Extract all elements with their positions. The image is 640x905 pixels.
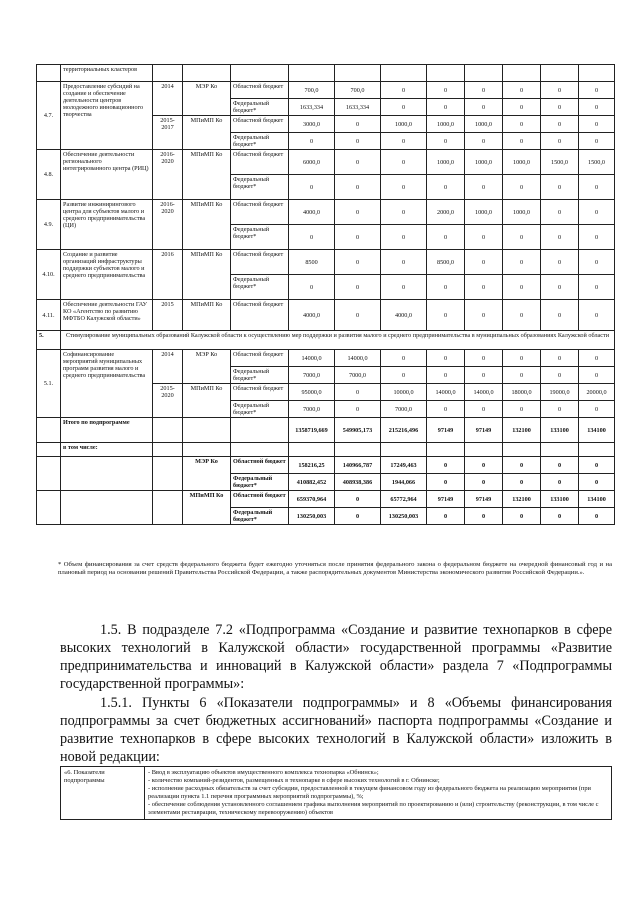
empty-cell bbox=[231, 65, 289, 82]
empty-cell bbox=[231, 418, 289, 443]
empty-cell bbox=[183, 65, 231, 82]
funding-source-cell: Федеральный бюджет* bbox=[231, 225, 289, 250]
empty-cell bbox=[427, 443, 465, 457]
amount-cell: 0 bbox=[503, 99, 541, 116]
item-number-cell: 4.9. bbox=[37, 200, 61, 250]
amount-cell: 0 bbox=[289, 175, 335, 200]
executor-cell: МПиМП Ко bbox=[183, 491, 231, 525]
year-cell: 2014 bbox=[153, 350, 183, 384]
amount-cell: 0 bbox=[503, 300, 541, 331]
amount-cell: 0 bbox=[465, 367, 503, 384]
empty-cell bbox=[37, 457, 61, 491]
indicators-list bbox=[145, 767, 612, 820]
amount-cell: 0 bbox=[381, 200, 427, 225]
funding-source-cell: Федеральный бюджет* bbox=[231, 99, 289, 116]
amount-cell: 0 bbox=[335, 116, 381, 133]
amount-cell: 0 bbox=[541, 200, 579, 225]
amount-cell: 0 bbox=[335, 300, 381, 331]
amount-cell: 0 bbox=[427, 175, 465, 200]
amount-cell: 8500,0 bbox=[427, 250, 465, 275]
amount-cell: 0 bbox=[579, 367, 615, 384]
amount-cell: 0 bbox=[579, 350, 615, 367]
amount-cell: 0 bbox=[579, 474, 615, 491]
measure-name-cell: Создание и развитие организаций инфраструктуры поддержки субъектов малого и среднего предпринимательства bbox=[61, 250, 153, 300]
amount-cell: 0 bbox=[335, 275, 381, 300]
amount-cell: 0 bbox=[289, 133, 335, 150]
amount-cell: 97149 bbox=[465, 418, 503, 443]
empty-cell bbox=[289, 65, 335, 82]
budget-table bbox=[36, 64, 615, 525]
funding-source-cell: Областной бюджет bbox=[231, 82, 289, 99]
measure-name-cell: территориальных кластеров bbox=[61, 65, 153, 82]
amount-cell: 0 bbox=[541, 225, 579, 250]
amount-cell: 0 bbox=[579, 508, 615, 525]
total-label-cell: Итого по подпрограмме bbox=[61, 418, 153, 443]
funding-source-cell: Областной бюджет bbox=[231, 116, 289, 133]
amount-cell: 0 bbox=[579, 250, 615, 275]
amount-cell: 134100 bbox=[579, 491, 615, 508]
amount-cell: 0 bbox=[503, 175, 541, 200]
amount-cell: 0 bbox=[465, 350, 503, 367]
empty-cell bbox=[579, 65, 615, 82]
amount-cell: 0 bbox=[335, 175, 381, 200]
amount-cell: 1500,0 bbox=[579, 150, 615, 175]
indicator-line: - Ввод в эксплуатацию объектов имущественного комплекса технопарка «Обнинск»; bbox=[148, 769, 379, 776]
paragraph-1-5: 1.5. В подразделе 7.2 «Подпрограмма «Создание и развитие технопарков в сфере высоких технологий в Калужской области» государственной программы «Развитие предпринимательства и инноваций в Калужской области» раздела 7 «Подпрограммы государственной программы»: bbox=[60, 622, 612, 692]
empty-cell bbox=[183, 418, 231, 443]
executor-cell: МПиМП Ко bbox=[183, 384, 231, 418]
amount-cell: 0 bbox=[427, 275, 465, 300]
amount-cell: 0 bbox=[541, 474, 579, 491]
total-row bbox=[37, 418, 615, 443]
amount-cell: 95000,0 bbox=[289, 384, 335, 401]
amount-cell: 132100 bbox=[503, 491, 541, 508]
amount-cell: 0 bbox=[335, 491, 381, 508]
amount-cell: 700,0 bbox=[335, 82, 381, 99]
amount-cell: 0 bbox=[427, 350, 465, 367]
funding-source-cell: Федеральный бюджет* bbox=[231, 367, 289, 384]
footnote: * Объем финансирования за счет средств федерального бюджета будет ежегодно уточняться после принятия федерального закона о федеральном бюджете на очередной финансовый год и на плановый период на основании решений Правительства Российской Федерации, а также распорядительных документов Министерства экономического развития Российской Федерации.». bbox=[58, 561, 612, 576]
amount-cell: 0 bbox=[465, 474, 503, 491]
amount-cell: 0 bbox=[335, 250, 381, 275]
amount-cell: 0 bbox=[579, 175, 615, 200]
amount-cell: 14000,0 bbox=[289, 350, 335, 367]
amount-cell: 0 bbox=[579, 225, 615, 250]
amount-cell: 0 bbox=[427, 82, 465, 99]
funding-source-cell: Федеральный бюджет* bbox=[231, 474, 289, 491]
amount-cell: 0 bbox=[427, 401, 465, 418]
measure-name-cell: Развитие инжинирингового центра для субъектов малого и среднего предпринимательства (ЦИ) bbox=[61, 200, 153, 250]
amount-cell: 14000,0 bbox=[427, 384, 465, 401]
section-row bbox=[37, 331, 615, 350]
amount-cell: 133100 bbox=[541, 491, 579, 508]
amount-cell: 0 bbox=[335, 133, 381, 150]
number-cell bbox=[37, 65, 61, 82]
empty-cell bbox=[503, 65, 541, 82]
item-number-cell: 4.8. bbox=[37, 150, 61, 200]
including-label-cell: в том числе: bbox=[61, 443, 153, 457]
empty-cell bbox=[61, 457, 153, 491]
amount-cell: 0 bbox=[541, 99, 579, 116]
empty-cell bbox=[153, 443, 183, 457]
amount-cell: 659370,964 bbox=[289, 491, 335, 508]
amount-cell: 0 bbox=[503, 508, 541, 525]
subprogram-passport-table bbox=[60, 766, 612, 820]
amount-cell: 2000,0 bbox=[427, 200, 465, 225]
amount-cell: 1500,0 bbox=[541, 150, 579, 175]
amount-cell: 1944,066 bbox=[381, 474, 427, 491]
empty-cell bbox=[381, 443, 427, 457]
empty-cell bbox=[541, 65, 579, 82]
amount-cell: 130250,003 bbox=[289, 508, 335, 525]
amount-cell: 0 bbox=[579, 116, 615, 133]
executor-cell: МЭР Ко bbox=[183, 350, 231, 384]
amount-cell: 408938,386 bbox=[335, 474, 381, 491]
amount-cell: 19000,0 bbox=[541, 384, 579, 401]
funding-source-cell: Федеральный бюджет* bbox=[231, 508, 289, 525]
amount-cell: 14000,0 bbox=[465, 384, 503, 401]
empty-cell bbox=[503, 443, 541, 457]
amount-cell: 4000,0 bbox=[381, 300, 427, 331]
amount-cell: 0 bbox=[503, 474, 541, 491]
amount-cell: 4000,0 bbox=[289, 200, 335, 225]
amount-cell: 4000,0 bbox=[289, 300, 335, 331]
executor-cell: МПиМП Ко bbox=[183, 250, 231, 300]
amount-cell: 97149 bbox=[427, 418, 465, 443]
table-row bbox=[37, 250, 615, 275]
amount-cell: 7000,0 bbox=[289, 367, 335, 384]
funding-source-cell: Областной бюджет bbox=[231, 457, 289, 474]
amount-cell: 215216,496 bbox=[381, 418, 427, 443]
amount-cell: 1358719,669 bbox=[289, 418, 335, 443]
amount-cell: 14000,0 bbox=[335, 350, 381, 367]
amount-cell: 0 bbox=[381, 150, 427, 175]
amount-cell: 0 bbox=[381, 275, 427, 300]
amount-cell: 0 bbox=[465, 82, 503, 99]
amount-cell: 0 bbox=[465, 175, 503, 200]
amount-cell: 0 bbox=[541, 133, 579, 150]
executor-cell: МПиМП Ко bbox=[183, 200, 231, 250]
amount-cell: 0 bbox=[335, 225, 381, 250]
paragraph-1-5-1: 1.5.1. Пункты 6 «Показатели подпрограммы» и 8 «Объемы финансирования подпрограммы за счет бюджетных ассигнований» паспорта подпрограммы «Создание и развитие технопарков в сфере высоких технологий в Калужской области» изложить в новой редакции: bbox=[60, 695, 612, 765]
amount-cell: 0 bbox=[289, 225, 335, 250]
empty-cell bbox=[37, 418, 61, 443]
empty-cell bbox=[61, 491, 153, 525]
amount-cell: 17249,463 bbox=[381, 457, 427, 474]
amount-cell: 0 bbox=[503, 250, 541, 275]
item-number-cell: 4.10. bbox=[37, 250, 61, 300]
amount-cell: 0 bbox=[381, 250, 427, 275]
measure-name-cell: Обеспечение деятельности ГАУ КО «Агентство по развитию МФТБО Калужской области» bbox=[61, 300, 153, 331]
amount-cell: 0 bbox=[541, 401, 579, 418]
amount-cell: 0 bbox=[503, 116, 541, 133]
executor-cell: МЭР Ко bbox=[183, 457, 231, 491]
amount-cell: 0 bbox=[335, 200, 381, 225]
year-cell: 2015 bbox=[153, 300, 183, 331]
amount-cell: 158216,25 bbox=[289, 457, 335, 474]
amount-cell: 0 bbox=[503, 401, 541, 418]
funding-source-cell: Областной бюджет bbox=[231, 350, 289, 367]
amount-cell: 0 bbox=[579, 133, 615, 150]
item-number-cell: 4.11. bbox=[37, 300, 61, 331]
table-row bbox=[37, 443, 615, 457]
empty-cell bbox=[37, 443, 61, 457]
amount-cell: 0 bbox=[541, 300, 579, 331]
table-row bbox=[37, 300, 615, 331]
empty-cell bbox=[153, 491, 183, 525]
amount-cell: 3000,0 bbox=[289, 116, 335, 133]
amount-cell: 0 bbox=[427, 99, 465, 116]
amount-cell: 0 bbox=[541, 116, 579, 133]
amount-cell: 0 bbox=[381, 133, 427, 150]
item-number-cell: 4.7. bbox=[37, 82, 61, 150]
amount-cell: 0 bbox=[381, 350, 427, 367]
amount-cell: 18000,0 bbox=[503, 384, 541, 401]
indicators-label: «6. Показатели подпрограммы bbox=[61, 767, 145, 820]
indicator-line: - исполнение расходных обязательств за счет субсидии, предоставленной в текущем финансовом году из федерального бюджета на реализацию мероприятия (при реализации пункта 1.1 перечня программных мероприятий подпрограммы), %; bbox=[148, 785, 591, 800]
amount-cell: 1000,0 bbox=[465, 200, 503, 225]
amount-cell: 7000,0 bbox=[289, 401, 335, 418]
year-cell: 2014 bbox=[153, 82, 183, 116]
aggregate-row bbox=[37, 457, 615, 474]
empty-cell bbox=[335, 65, 381, 82]
amount-cell: 0 bbox=[579, 457, 615, 474]
amount-cell: 1000,0 bbox=[427, 116, 465, 133]
funding-source-cell: Федеральный бюджет* bbox=[231, 175, 289, 200]
amount-cell: 1000,0 bbox=[465, 150, 503, 175]
amount-cell: 0 bbox=[541, 82, 579, 99]
amount-cell: 0 bbox=[503, 350, 541, 367]
amount-cell: 0 bbox=[465, 508, 503, 525]
amount-cell: 0 bbox=[465, 457, 503, 474]
amount-cell: 0 bbox=[541, 350, 579, 367]
year-cell: 2016-2020 bbox=[153, 150, 183, 200]
funding-source-cell: Федеральный бюджет* bbox=[231, 133, 289, 150]
amount-cell: 0 bbox=[427, 367, 465, 384]
amount-cell: 0 bbox=[465, 250, 503, 275]
amount-cell: 410882,452 bbox=[289, 474, 335, 491]
amount-cell: 0 bbox=[579, 99, 615, 116]
empty-cell bbox=[541, 443, 579, 457]
aggregate-row bbox=[37, 491, 615, 508]
amount-cell: 97149 bbox=[427, 491, 465, 508]
section-title-cell: Стимулирование муниципальных образований Калужской области к осуществлению мер поддержки и развития малого и среднего предпринимательства в муниципальных образованиях Калужской области bbox=[61, 331, 615, 350]
amount-cell: 0 bbox=[541, 275, 579, 300]
amount-cell: 130250,003 bbox=[381, 508, 427, 525]
amount-cell: 0 bbox=[381, 99, 427, 116]
amount-cell: 7000,0 bbox=[381, 401, 427, 418]
amount-cell: 0 bbox=[465, 401, 503, 418]
amount-cell: 1633,334 bbox=[335, 99, 381, 116]
empty-cell bbox=[289, 443, 335, 457]
amount-cell: 1000,0 bbox=[503, 200, 541, 225]
amount-cell: 0 bbox=[579, 300, 615, 331]
amount-cell: 0 bbox=[503, 82, 541, 99]
funding-source-cell: Федеральный бюджет* bbox=[231, 401, 289, 418]
amount-cell: 0 bbox=[579, 82, 615, 99]
table-row bbox=[37, 200, 615, 225]
amount-cell: 0 bbox=[503, 275, 541, 300]
empty-cell bbox=[153, 418, 183, 443]
item-number-cell: 5.1. bbox=[37, 350, 61, 418]
amount-cell: 8500 bbox=[289, 250, 335, 275]
executor-cell: МПиМП Ко bbox=[183, 116, 231, 150]
amount-cell: 0 bbox=[427, 508, 465, 525]
empty-cell bbox=[153, 65, 183, 82]
funding-source-cell: Федеральный бюджет* bbox=[231, 275, 289, 300]
amount-cell: 20000,0 bbox=[579, 384, 615, 401]
amount-cell: 0 bbox=[335, 401, 381, 418]
measure-name-cell: Предоставление субсидий на создание и обеспечение деятельности центров молодежного инновационного творчества bbox=[61, 82, 153, 150]
amount-cell: 0 bbox=[465, 99, 503, 116]
amount-cell: 0 bbox=[335, 384, 381, 401]
amount-cell: 0 bbox=[427, 133, 465, 150]
funding-source-cell: Областной бюджет bbox=[231, 150, 289, 175]
amount-cell: 700,0 bbox=[289, 82, 335, 99]
table-row bbox=[37, 350, 615, 367]
amount-cell: 0 bbox=[381, 225, 427, 250]
amount-cell: 0 bbox=[289, 275, 335, 300]
funding-source-cell: Областной бюджет bbox=[231, 300, 289, 331]
amount-cell: 0 bbox=[503, 457, 541, 474]
amount-cell: 1000,0 bbox=[465, 116, 503, 133]
amount-cell: 0 bbox=[465, 300, 503, 331]
amount-cell: 0 bbox=[427, 474, 465, 491]
table-row bbox=[37, 82, 615, 99]
amount-cell: 0 bbox=[579, 275, 615, 300]
amount-cell: 0 bbox=[381, 367, 427, 384]
amount-cell: 0 bbox=[465, 225, 503, 250]
year-cell: 2015-2017 bbox=[153, 116, 183, 150]
year-cell: 2015-2020 bbox=[153, 384, 183, 418]
empty-cell bbox=[465, 65, 503, 82]
year-cell: 2016-2020 bbox=[153, 200, 183, 250]
indicator-line: - количество компаний-резидентов, размещенных в технопарке в сфере высоких технологий в г. Обнинске; bbox=[148, 777, 440, 784]
table-row bbox=[37, 150, 615, 175]
funding-source-cell: Областной бюджет bbox=[231, 384, 289, 401]
amount-cell: 97149 bbox=[465, 491, 503, 508]
amount-cell: 1000,0 bbox=[427, 150, 465, 175]
empty-cell bbox=[465, 443, 503, 457]
amount-cell: 0 bbox=[465, 275, 503, 300]
amount-cell: 0 bbox=[335, 508, 381, 525]
amount-cell: 0 bbox=[541, 457, 579, 474]
amount-cell: 133100 bbox=[541, 418, 579, 443]
amount-cell: 1633,334 bbox=[289, 99, 335, 116]
amount-cell: 1000,0 bbox=[381, 116, 427, 133]
empty-cell bbox=[37, 491, 61, 525]
amount-cell: 0 bbox=[381, 82, 427, 99]
amount-cell: 0 bbox=[427, 457, 465, 474]
amount-cell: 0 bbox=[541, 508, 579, 525]
empty-cell bbox=[153, 457, 183, 491]
amount-cell: 0 bbox=[541, 175, 579, 200]
executor-cell: МПиМП Ко bbox=[183, 300, 231, 331]
amount-cell: 0 bbox=[381, 175, 427, 200]
amount-cell: 0 bbox=[503, 225, 541, 250]
section-number-cell: 5. bbox=[37, 331, 61, 350]
executor-cell: МЭР Ко bbox=[183, 82, 231, 116]
amount-cell: 1000,0 bbox=[503, 150, 541, 175]
amount-cell: 549905,173 bbox=[335, 418, 381, 443]
amount-cell: 0 bbox=[503, 367, 541, 384]
empty-cell bbox=[231, 443, 289, 457]
measure-name-cell: Софинансирование мероприятий муниципальных программ развития малого и среднего предпринимательства bbox=[61, 350, 153, 418]
amount-cell: 140966,787 bbox=[335, 457, 381, 474]
funding-source-cell: Областной бюджет bbox=[231, 250, 289, 275]
amount-cell: 6000,0 bbox=[289, 150, 335, 175]
indicator-line: - обеспечение соблюдения установленного соглашением графика выполнения мероприятий по проектированию и (или) строительству (реконструкции, в том числе с элементами реставрации, техническому перевооружению) объектов bbox=[148, 801, 599, 816]
year-cell: 2016 bbox=[153, 250, 183, 300]
amount-cell: 0 bbox=[579, 401, 615, 418]
amount-cell: 0 bbox=[427, 300, 465, 331]
amount-cell: 65772,964 bbox=[381, 491, 427, 508]
empty-cell bbox=[381, 65, 427, 82]
amount-cell: 0 bbox=[541, 367, 579, 384]
funding-source-cell: Областной бюджет bbox=[231, 200, 289, 225]
empty-cell bbox=[427, 65, 465, 82]
amount-cell: 0 bbox=[541, 250, 579, 275]
amount-cell: 0 bbox=[427, 225, 465, 250]
funding-source-cell: Областной бюджет bbox=[231, 491, 289, 508]
amount-cell: 134100 bbox=[579, 418, 615, 443]
amount-cell: 0 bbox=[579, 200, 615, 225]
amount-cell: 10000,0 bbox=[381, 384, 427, 401]
executor-cell: МПиМП Ко bbox=[183, 150, 231, 200]
empty-cell bbox=[579, 443, 615, 457]
amount-cell: 0 bbox=[465, 133, 503, 150]
measure-name-cell: Обеспечение деятельности регионального интегрированного центра (РИЦ) bbox=[61, 150, 153, 200]
table-row bbox=[37, 65, 615, 82]
amount-cell: 7000,0 bbox=[335, 367, 381, 384]
amount-cell: 0 bbox=[335, 150, 381, 175]
amount-cell: 132100 bbox=[503, 418, 541, 443]
empty-cell bbox=[335, 443, 381, 457]
empty-cell bbox=[183, 443, 231, 457]
amount-cell: 0 bbox=[503, 133, 541, 150]
